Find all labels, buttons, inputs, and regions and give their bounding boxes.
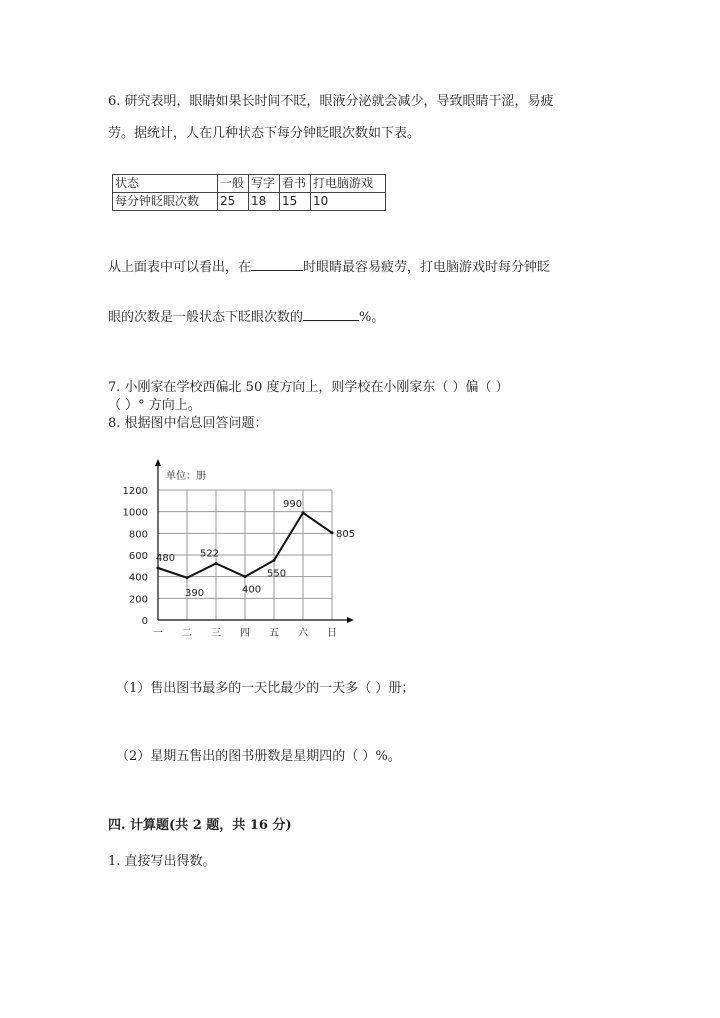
- section4-title: 四. 计算题(共 2 题，共 16 分): [108, 818, 292, 833]
- data-point: [273, 559, 276, 562]
- data-label: 400: [242, 584, 262, 596]
- data-point: [157, 567, 160, 570]
- data-point: [302, 511, 305, 514]
- data-point: [331, 531, 334, 534]
- table-cell: 写字: [249, 175, 280, 193]
- table-cell: 状态: [113, 175, 218, 193]
- x-axis-arrow: [347, 617, 354, 623]
- table-cell: 25: [218, 193, 249, 211]
- y-tick-label: 400: [128, 572, 148, 584]
- table-cell: 打电脑游戏: [311, 175, 386, 193]
- y-tick-label: 200: [128, 594, 148, 606]
- x-tick-label: 六: [298, 628, 308, 639]
- q8-title: 8. 根据图中信息回答问题：: [108, 416, 268, 431]
- blink-table: [112, 174, 386, 211]
- q6-question-line2: [108, 306, 384, 325]
- q8-sub1: （1）售出图书最多的一天比最少的一天多（ ）册；: [116, 681, 415, 696]
- y-tick-label: 1000: [122, 507, 148, 519]
- section4-q1: 1. 直接写出得数。: [108, 854, 216, 869]
- data-label: 805: [336, 528, 356, 540]
- table-cell: 每分钟眨眼次数: [113, 193, 218, 211]
- x-tick-label: 日: [327, 628, 337, 639]
- q6-line2: 劳。据统计，人在几种状态下每分钟眨眼次数如下表。: [108, 126, 421, 141]
- data-point: [244, 575, 247, 578]
- q8-sub2: （2）星期五售出的图书册数是星期四的（ ）%。: [116, 749, 401, 764]
- y-tick-label: 800: [128, 529, 148, 541]
- answer-blank[interactable]: [303, 308, 359, 321]
- q7-line1: 7. 小刚家在学校西偏北 50 度方向上，则学校在小刚家东（ ）偏（ ）: [108, 380, 509, 395]
- q6-text-b: 时眼睛最容易疲劳，打电脑游戏时每分钟眨: [303, 260, 551, 275]
- q6-question-line1: [108, 256, 550, 275]
- x-tick-label: 三: [211, 628, 221, 639]
- data-label: 480: [156, 553, 176, 564]
- x-tick-label: 五: [269, 628, 279, 639]
- table-row: [113, 175, 386, 193]
- q6-text-d: %。: [359, 310, 385, 325]
- q6-line1: 6. 研究表明，眼睛如果长时间不眨，眼液分泌就会减少，导致眼睛干涩，易疲: [108, 94, 554, 109]
- q6-text-c: 眼的次数是一般状态下眨眼次数的: [108, 310, 304, 325]
- answer-blank[interactable]: [251, 258, 303, 271]
- table-cell: 15: [280, 193, 311, 211]
- q6-text-a: 从上面表中可以看出，在: [108, 260, 252, 275]
- x-tick-label: 二: [182, 628, 192, 639]
- data-point: [186, 576, 189, 579]
- q7-line2: （ ）° 方向上。: [108, 398, 201, 413]
- y-tick-label: 600: [128, 551, 148, 562]
- data-label: 550: [267, 568, 287, 580]
- line-chart: [118, 458, 368, 643]
- y-tick-label: 1200: [122, 486, 148, 497]
- data-label: 522: [200, 548, 220, 560]
- y-tick-label: 0: [141, 616, 148, 627]
- data-label: 990: [283, 498, 303, 510]
- data-label: 390: [185, 587, 205, 599]
- unit-label: 单位：册: [166, 471, 206, 482]
- table-cell: 一般: [218, 175, 249, 193]
- table-cell: 看书: [280, 175, 311, 193]
- x-tick-label: 四: [240, 628, 250, 639]
- table-row: [113, 193, 386, 211]
- y-axis-arrow: [155, 459, 161, 466]
- x-tick-label: 一: [153, 628, 163, 639]
- table-cell: 10: [311, 193, 386, 211]
- table-cell: 18: [249, 193, 280, 211]
- data-point: [215, 562, 218, 565]
